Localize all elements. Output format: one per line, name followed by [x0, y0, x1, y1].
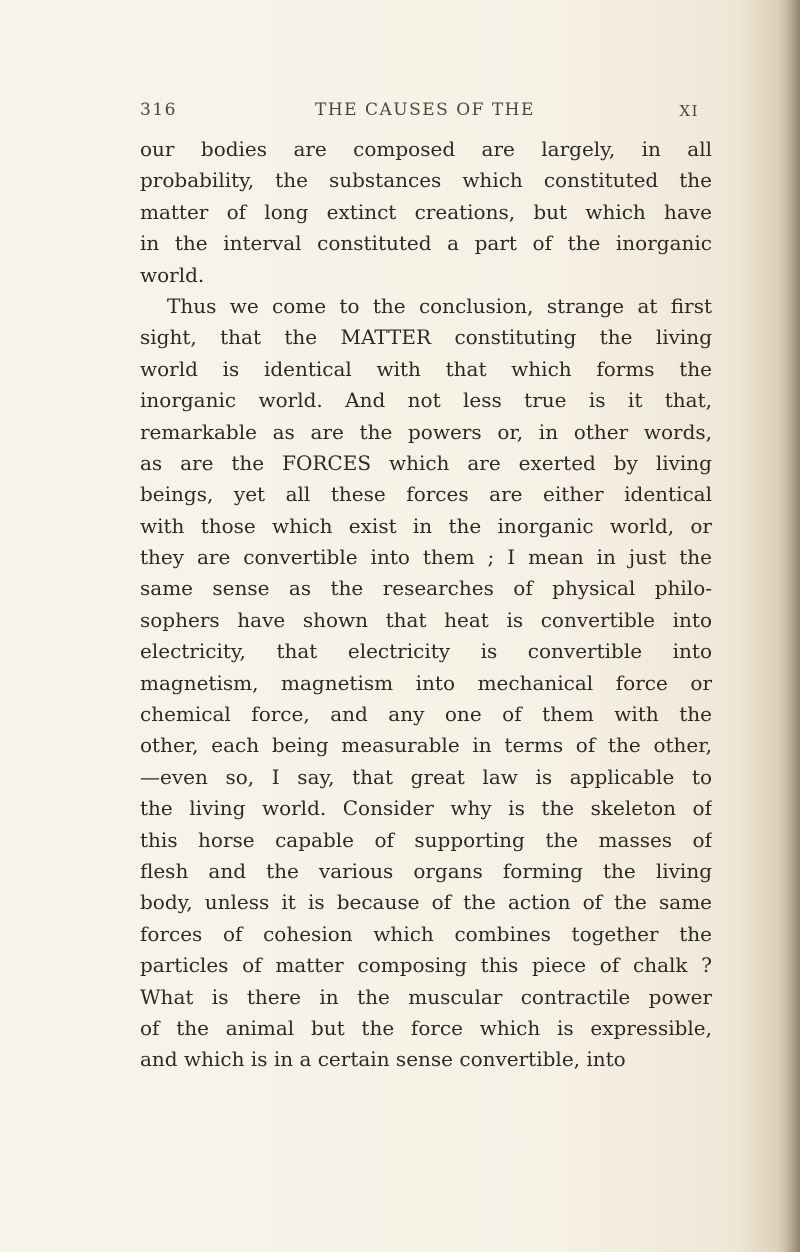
body-text [140, 134, 712, 1076]
text-line: remarkable as are the powers or, in other words, [140, 419, 712, 444]
text-line: as are the FORCES which are exerted by living [140, 450, 712, 475]
page-number: 316 [140, 100, 177, 120]
page-header [140, 100, 705, 130]
text-line: What is there in the muscular contractile power [140, 984, 712, 1009]
text-line: matter of long extinct creations, but which have [140, 199, 712, 224]
text-line: they are convertible into them ; I mean in just the [140, 545, 712, 570]
text-line: other, each being measurable in terms of the other, [140, 733, 712, 758]
running-head: THE CAUSES OF THE [315, 100, 535, 120]
text-line: particles of matter composing this piece of chalk ? [140, 953, 712, 978]
text-line: with those which exist in the inorganic world, or [140, 513, 712, 538]
chapter-mark: XI [679, 102, 699, 120]
text-line: magnetism, magnetism into mechanical force or [140, 670, 712, 695]
text-line: in the interval constituted a part of the inorganic [140, 231, 712, 256]
text-line: body, unless it is because of the action of the same [140, 890, 712, 915]
text-line: beings, yet all these forces are either identical [140, 482, 712, 507]
page-edge-shadow [778, 0, 800, 1252]
text-line: and which is in a certain sense convertible, into [140, 1047, 626, 1072]
text-line: flesh and the various organs forming the living [140, 858, 712, 883]
text-line: sight, that the MATTER constituting the living [140, 325, 712, 350]
text-line: forces of cohesion which combines together the [140, 921, 712, 946]
text-line: the living world. Consider why is the skeleton of [140, 796, 712, 821]
text-line: —even so, I say, that great law is applicable to [140, 764, 712, 789]
text-line: inorganic world. And not less true is it that, [140, 388, 712, 413]
text-line: our bodies are composed are largely, in all [140, 137, 712, 161]
text-line: same sense as the researches of physical philo- [140, 576, 712, 601]
text-line: probability, the substances which constituted the [140, 168, 712, 193]
text-line: world. [140, 262, 205, 287]
text-line: world is identical with that which forms the [140, 356, 712, 381]
text-line: Thus we come to the conclusion, strange at first [167, 293, 712, 318]
text-line: electricity, that electricity is convertible into [140, 639, 712, 664]
text-line: this horse capable of supporting the masses of [140, 827, 712, 852]
text-line: sophers have shown that heat is convertible into [140, 607, 712, 632]
text-line: chemical force, and any one of them with the [140, 702, 712, 727]
text-line: of the animal but the force which is expressible, [140, 1015, 712, 1040]
